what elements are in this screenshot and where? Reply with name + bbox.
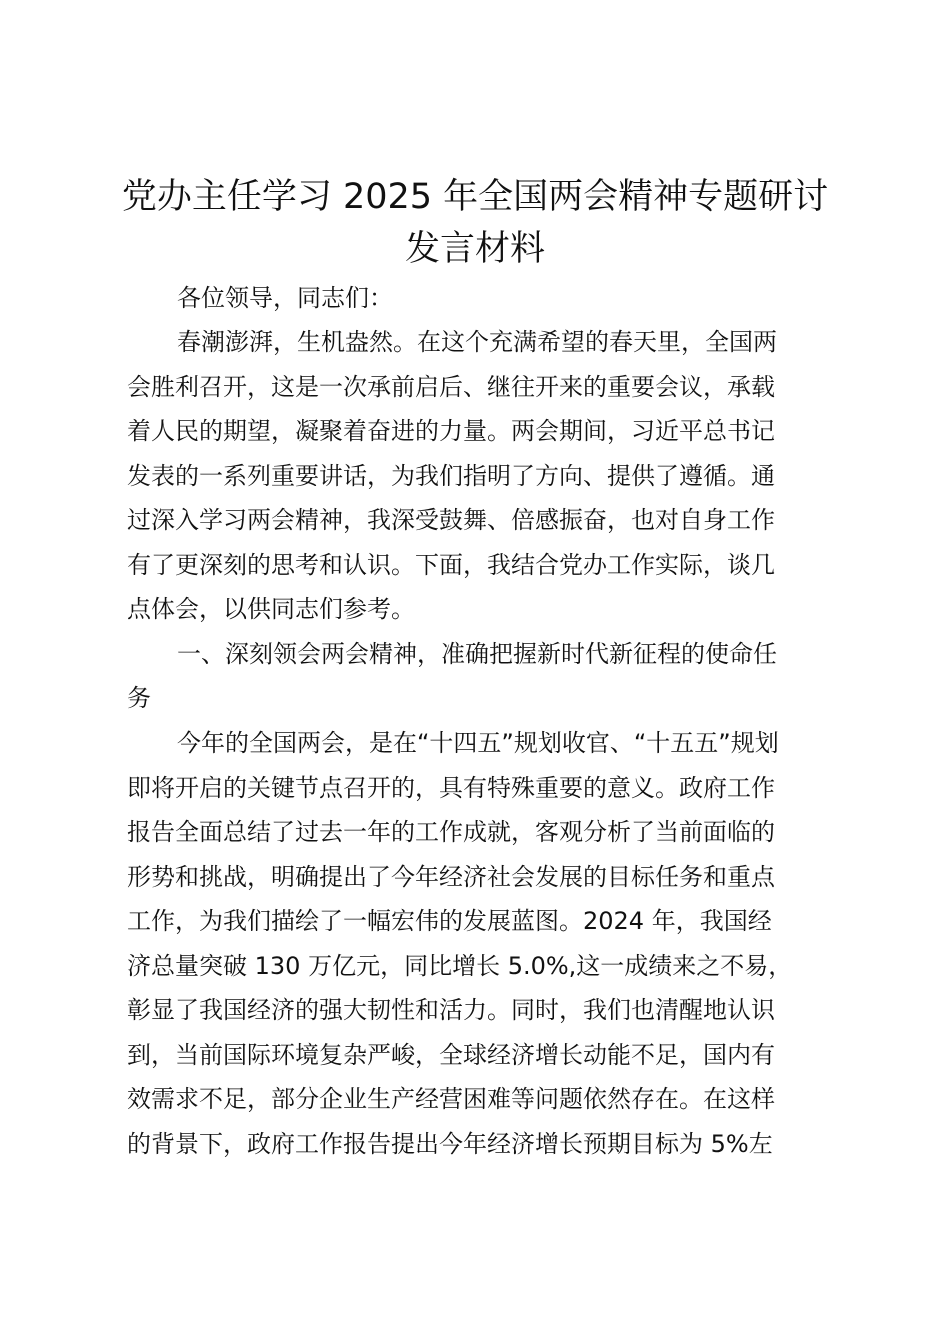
paragraph-line: 到，当前国际环境复杂严峻，全球经济增长动能不足，国内有 [127,1041,775,1069]
paragraph-line: 彰显了我国经济的强大韧性和活力。同时，我们也清醒地认识 [127,996,775,1024]
paragraph-line: 点体会，以供同志们参考。 [127,595,415,623]
paragraph-line: 效需求不足，部分企业生产经营困难等问题依然存在。在这样 [127,1085,775,1113]
document-title-line-1: 党办主任学习 2025 年全国两会精神专题研讨 [121,177,829,217]
paragraph-line: 的背景下，政府工作报告提出今年经济增长预期目标为 5%左 [127,1130,773,1158]
paragraph-line: 即将开启的关键节点召开的，具有特殊重要的意义。政府工作 [127,774,775,802]
paragraph-line: 报告全面总结了过去一年的工作成就，客观分析了当前面临的 [127,818,775,846]
section-heading-line: 一、深刻领会两会精神，准确把握新时代新征程的使命任 [177,640,777,668]
paragraph-line: 春潮澎湃，生机盎然。在这个充满希望的春天里，全国两 [177,328,777,356]
paragraph-line: 发表的一系列重要讲话，为我们指明了方向、提供了遵循。通 [127,462,775,490]
paragraph-line: 工作，为我们描绘了一幅宏伟的发展蓝图。2024 年，我国经 [127,907,772,935]
paragraph-line: 形势和挑战，明确提出了今年经济社会发展的目标任务和重点 [127,863,775,891]
section-heading-line: 务 [127,684,151,712]
paragraph-line: 会胜利召开，这是一次承前启后、继往开来的重要会议，承载 [127,373,775,401]
paragraph-line: 着人民的期望，凝聚着奋进的力量。两会期间，习近平总书记 [127,417,775,445]
paragraph-line: 今年的全国两会，是在“十四五”规划收官、“十五五”规划 [177,729,779,757]
paragraph-line: 有了更深刻的思考和认识。下面，我结合党办工作实际，谈几 [127,551,775,579]
paragraph-line: 济总量突破 130 万亿元，同比增长 5.0%,这一成绩来之不易， [127,952,793,980]
document-title-line-2: 发言材料 [404,229,545,269]
salutation: 各位领导，同志们： [177,284,393,312]
paragraph-line: 过深入学习两会精神，我深受鼓舞、倍感振奋，也对自身工作 [127,506,775,534]
